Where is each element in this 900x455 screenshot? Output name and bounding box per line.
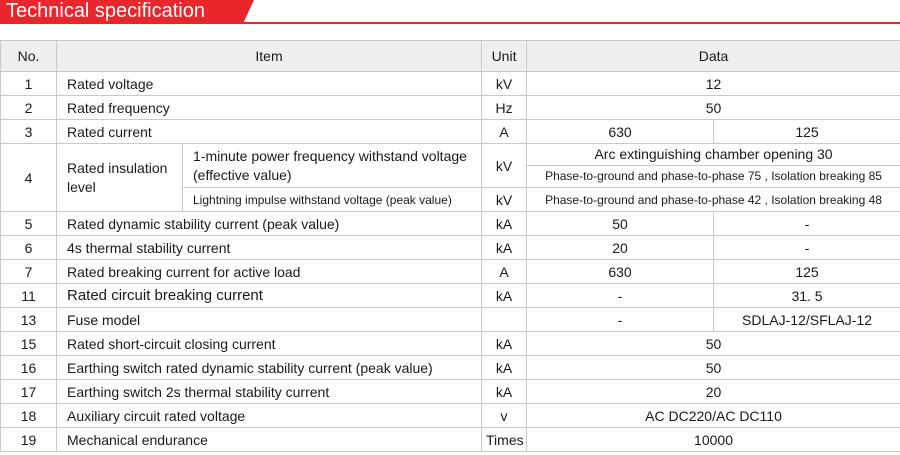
table-row bbox=[1, 96, 900, 120]
header-row bbox=[1, 41, 900, 72]
table-row bbox=[1, 332, 900, 356]
row-data: 50 bbox=[527, 356, 900, 380]
table-row bbox=[1, 236, 900, 260]
row-data-stack bbox=[527, 144, 900, 188]
row-subitem: Lightning impulse withstand voltage (peak value) bbox=[183, 188, 482, 212]
row-data-b: SDLAJ-12/SFLAJ-12 bbox=[714, 308, 900, 332]
row-item: Rated short-circuit closing current bbox=[57, 332, 482, 356]
row-unit: kV bbox=[482, 72, 527, 96]
row-data-a: - bbox=[527, 308, 714, 332]
row-no: 5 bbox=[1, 212, 57, 236]
row-subitem: 1-minute power frequency withstand voltage (effective value) bbox=[183, 144, 482, 188]
table-row bbox=[1, 144, 900, 188]
row-data-a: 630 bbox=[527, 120, 714, 144]
table-row bbox=[1, 404, 900, 428]
title-divider bbox=[0, 22, 900, 24]
table-row bbox=[1, 260, 900, 284]
row-unit: v bbox=[482, 404, 527, 428]
header-item: Item bbox=[57, 41, 482, 72]
row-data-b: - bbox=[714, 212, 900, 236]
row-unit: Times bbox=[482, 428, 527, 452]
spec-table bbox=[0, 40, 900, 452]
row-no: 16 bbox=[1, 356, 57, 380]
row-no: 2 bbox=[1, 96, 57, 120]
row-data: 50 bbox=[527, 96, 900, 120]
row-no: 4 bbox=[1, 144, 57, 212]
row-item: Rated circuit breaking current bbox=[57, 284, 482, 308]
row-item: Earthing switch rated dynamic stability current (peak value) bbox=[57, 356, 482, 380]
header-data: Data bbox=[527, 41, 900, 72]
row-data-a: 20 bbox=[527, 236, 714, 260]
row-unit: kA bbox=[482, 236, 527, 260]
row-data-b: Phase-to-ground and phase-to-phase 75 , Isolation breaking 85 bbox=[545, 169, 882, 183]
row-no: 1 bbox=[1, 72, 57, 96]
row-unit: A bbox=[482, 260, 527, 284]
row-data: AC DC220/AC DC110 bbox=[527, 404, 900, 428]
header-no: No. bbox=[1, 41, 57, 72]
row-unit: kA bbox=[482, 332, 527, 356]
row-no: 15 bbox=[1, 332, 57, 356]
row-no: 19 bbox=[1, 428, 57, 452]
row-item: Rated insulation level bbox=[57, 144, 183, 212]
row-item: Mechanical endurance bbox=[57, 428, 482, 452]
row-no: 18 bbox=[1, 404, 57, 428]
table-row bbox=[1, 380, 900, 404]
row-no: 11 bbox=[1, 284, 57, 308]
row-no: 3 bbox=[1, 120, 57, 144]
row-unit: A bbox=[482, 120, 527, 144]
table-row bbox=[1, 308, 900, 332]
row-data-a: Arc extinguishing chamber opening 30 bbox=[527, 144, 900, 166]
row-data: Phase-to-ground and phase-to-phase 42 , Isolation breaking 48 bbox=[527, 188, 900, 212]
header-unit: Unit bbox=[482, 41, 527, 72]
row-item: Rated breaking current for active load bbox=[57, 260, 482, 284]
page-title: Technical specification bbox=[6, 0, 205, 22]
row-unit: kV bbox=[482, 188, 527, 212]
row-item: 4s thermal stability current bbox=[57, 236, 482, 260]
row-no: 17 bbox=[1, 380, 57, 404]
row-item: Fuse model bbox=[57, 308, 482, 332]
row-item: Rated current bbox=[57, 120, 482, 144]
row-data-a: 630 bbox=[527, 260, 714, 284]
table-row bbox=[1, 212, 900, 236]
table-row bbox=[1, 428, 900, 452]
row-unit: kA bbox=[482, 380, 527, 404]
row-no: 13 bbox=[1, 308, 57, 332]
row-data: 12 bbox=[527, 72, 900, 96]
row-data-b: - bbox=[714, 236, 900, 260]
row-data-b: 125 bbox=[714, 260, 900, 284]
row-data-b: 31. 5 bbox=[714, 284, 900, 308]
row-data-a: - bbox=[527, 284, 714, 308]
row-item: Rated voltage bbox=[57, 72, 482, 96]
table-row bbox=[1, 120, 900, 144]
table-row bbox=[1, 72, 900, 96]
row-data-b: 125 bbox=[714, 120, 900, 144]
row-item: Rated frequency bbox=[57, 96, 482, 120]
row-unit: kA bbox=[482, 284, 527, 308]
row-no: 7 bbox=[1, 260, 57, 284]
row-data: 10000 bbox=[527, 428, 900, 452]
row-no: 6 bbox=[1, 236, 57, 260]
table-row bbox=[1, 356, 900, 380]
table-row bbox=[1, 284, 900, 308]
row-unit: kA bbox=[482, 212, 527, 236]
row-data: 50 bbox=[527, 332, 900, 356]
row-unit: Hz bbox=[482, 96, 527, 120]
row-unit bbox=[482, 308, 527, 332]
row-data: 20 bbox=[527, 380, 900, 404]
row-unit: kV bbox=[482, 144, 527, 188]
row-unit: kA bbox=[482, 356, 527, 380]
row-item: Auxiliary circuit rated voltage bbox=[57, 404, 482, 428]
row-item: Rated dynamic stability current (peak value) bbox=[57, 212, 482, 236]
row-data-a: 50 bbox=[527, 212, 714, 236]
row-item: Earthing switch 2s thermal stability current bbox=[57, 380, 482, 404]
